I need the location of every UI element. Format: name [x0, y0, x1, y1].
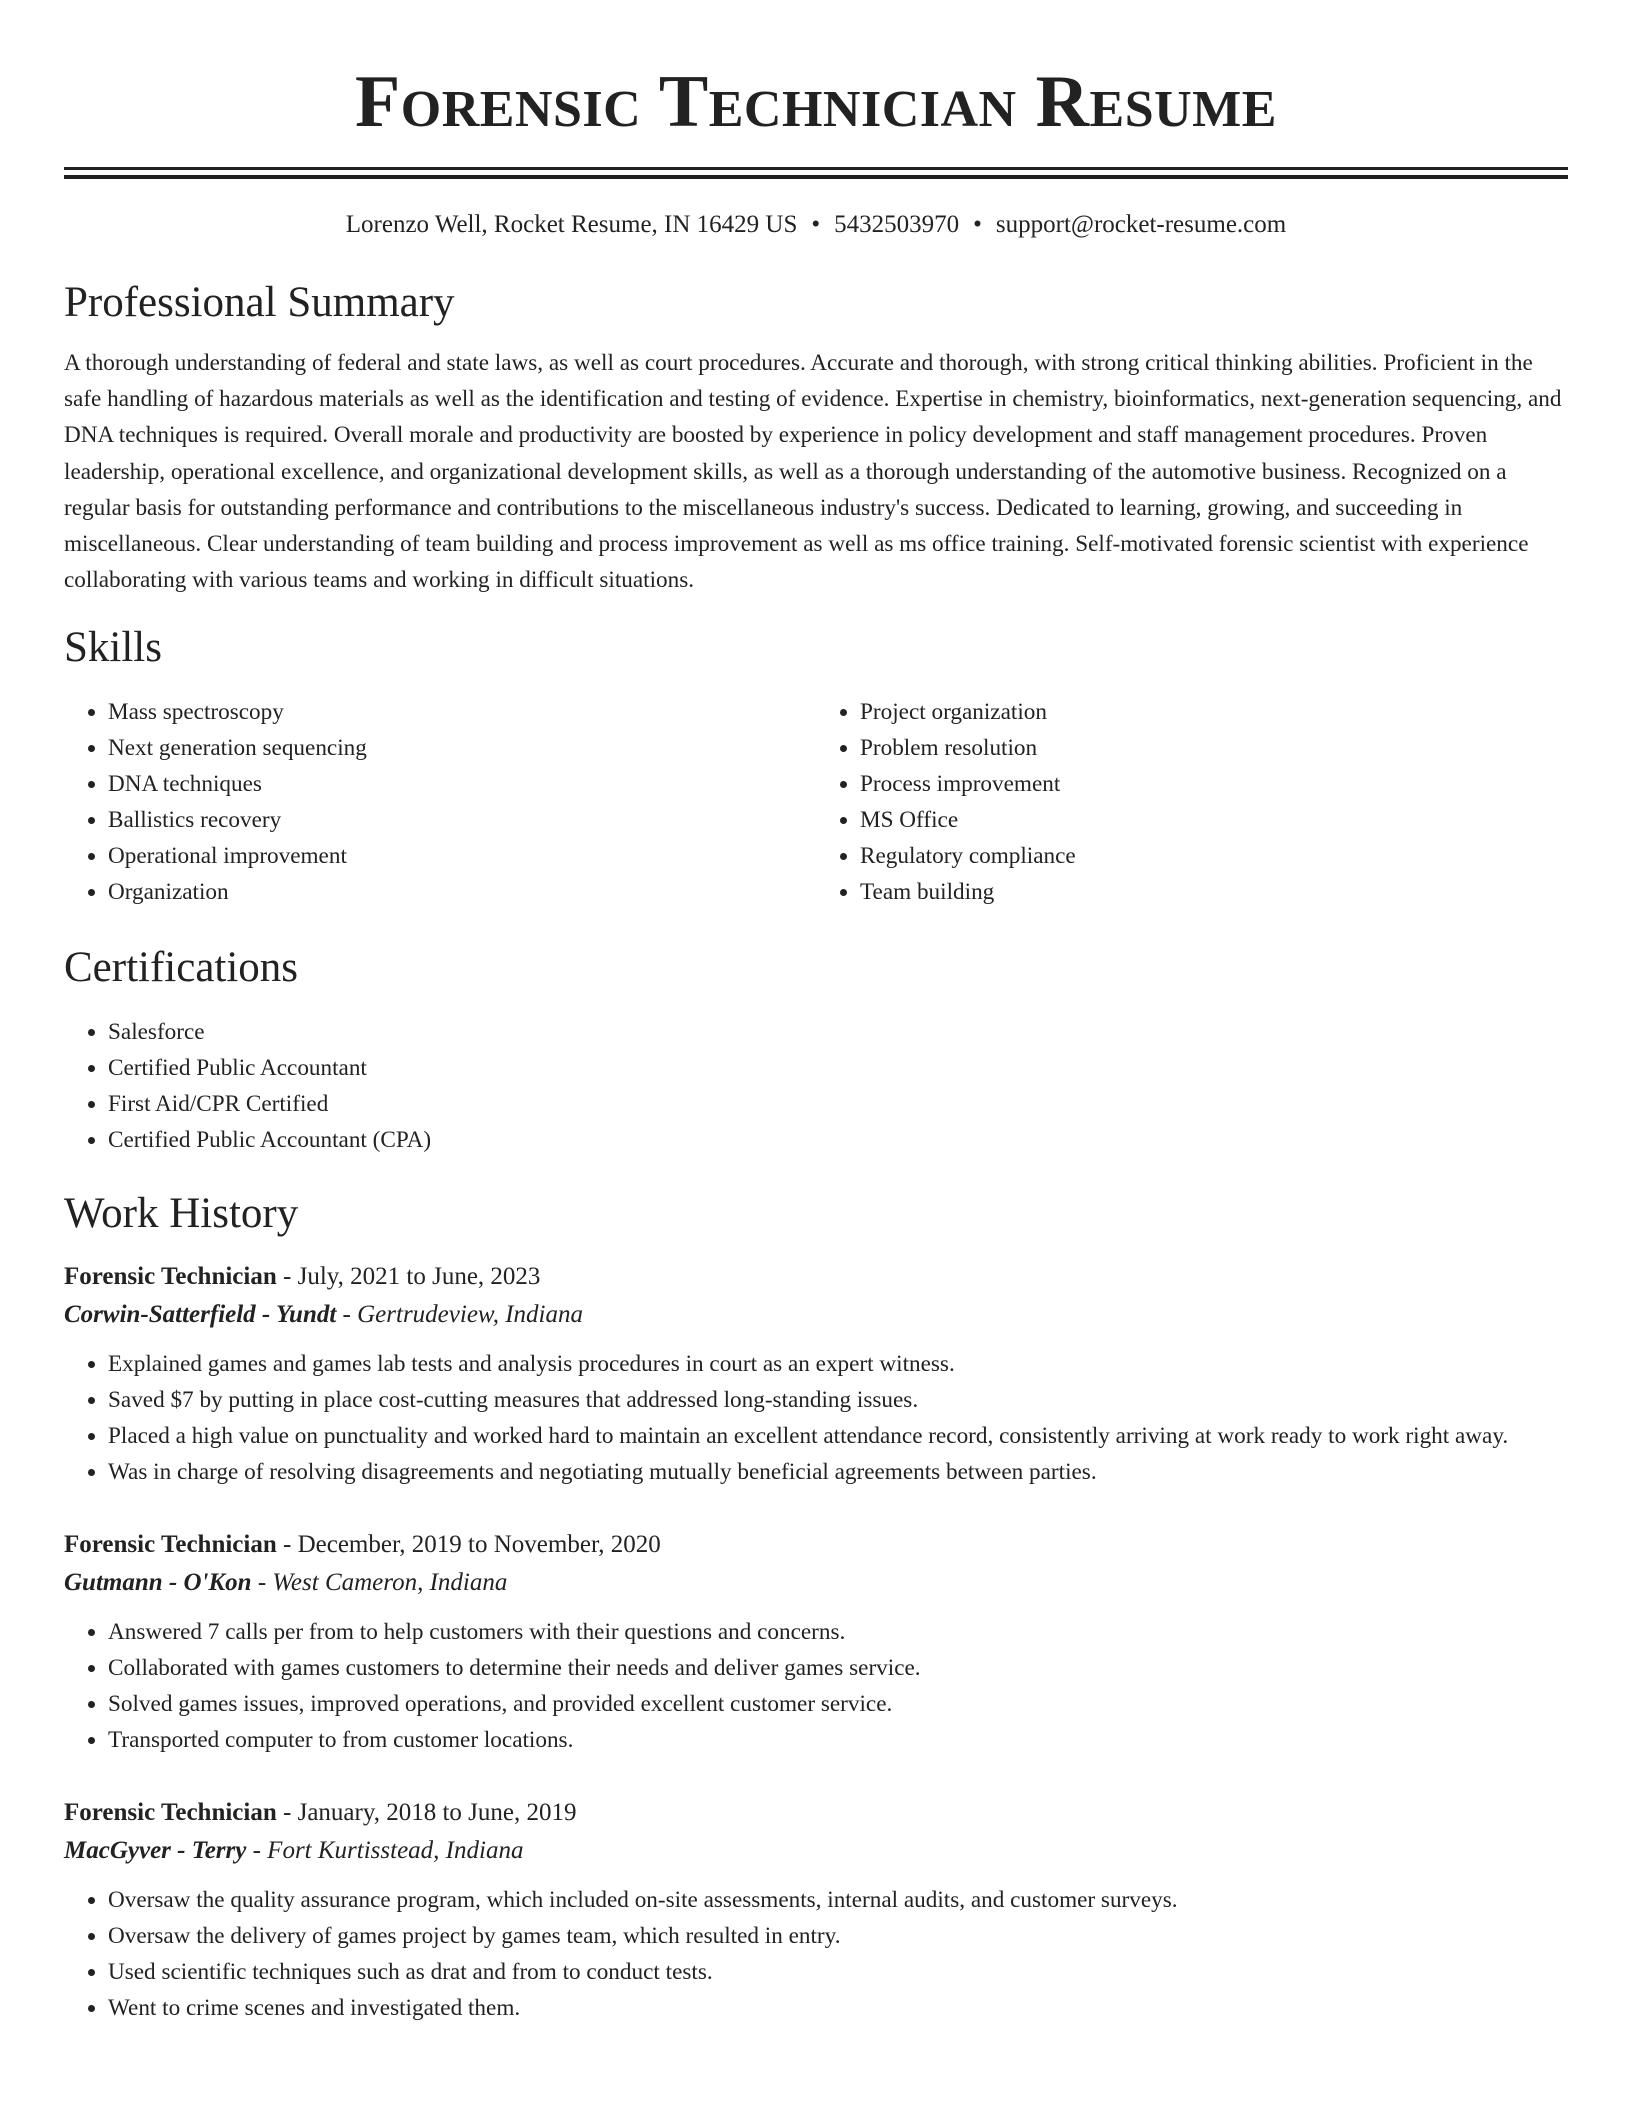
job-dates: - July, 2021 to June, 2023: [276, 1263, 541, 1291]
job-duty: • Oversaw the quality assurance program, which included on-site assessments, internal audits, and customer surveys.: [108, 1882, 1568, 1918]
job-dates: - December, 2019 to November, 2020: [276, 1531, 661, 1559]
skill-item: • Regulatory compliance: [860, 838, 1568, 874]
job-role: Forensic Technician: [64, 1531, 277, 1559]
job-location: - Gertrudeview, Indiana: [336, 1301, 584, 1329]
job-company-line: [64, 1564, 1568, 1602]
contact-separator: •: [811, 211, 821, 238]
skills-list-left: [64, 694, 816, 910]
job-company-line: [64, 1296, 1568, 1334]
job-company-line: [64, 1832, 1568, 1870]
contact-line: [64, 209, 1568, 241]
job-duty: • Went to crime scenes and investigated them.: [108, 1990, 1568, 2026]
summary-text: A thorough understanding of federal and state laws, as well as court procedures. Accurate and thorough, with strong critical thinking abilities. Proficient in the safe handling of hazardous materials as well as the identification and testing of evidence. Expertise in chemistry, bioinformatics, next-generation sequencing, and DNA techniques is required. Overall morale and productivity are boosted by experience in policy development and staff management procedures. Proven leadership, operational excellence, and organizational development skills, as well as a thorough understanding of the automotive business. Recognized on a regular basis for outstanding performance and contributions to the miscellaneous industry's success. Dedicated to learning, growing, and succeeding in miscellaneous. Clear understanding of team building and process improvement as well as ms office training. Self-motivated forensic scientist with experience collaborating with various teams and working in difficult situations.: [64, 350, 1562, 594]
skill-item: • Problem resolution: [860, 730, 1568, 766]
job-company: Gutmann - O'Kon: [64, 1569, 252, 1597]
job-location: - Fort Kurtisstead, Indiana: [246, 1837, 524, 1865]
skill-item: • Organization: [108, 874, 816, 910]
job-role: Forensic Technician: [64, 1799, 277, 1827]
skill-item: • Next generation sequencing: [108, 730, 816, 766]
skills-columns: [64, 694, 1568, 910]
title-divider: [64, 167, 1568, 179]
job-company: MacGyver - Terry: [64, 1837, 247, 1865]
job-dates: - January, 2018 to June, 2019: [276, 1799, 577, 1827]
certification-item: • Salesforce: [108, 1014, 1568, 1050]
skill-item: • Mass spectroscopy: [108, 694, 816, 730]
skills-heading: Skills: [64, 624, 162, 672]
skill-item: • Process improvement: [860, 766, 1568, 802]
job-duties-list: [64, 1614, 1568, 1758]
job-entry: [64, 1526, 1568, 1758]
job-duty: • Was in charge of resolving disagreements and negotiating mutually beneficial agreements between parties.: [108, 1454, 1568, 1490]
skills-list-right: [816, 694, 1568, 910]
contact-address: Lorenzo Well, Rocket Resume, IN 16429 US: [345, 211, 798, 238]
job-duties-list: [64, 1346, 1568, 1490]
job-title-line: [64, 1258, 1568, 1296]
contact-separator: •: [973, 211, 982, 238]
job-duty: • Oversaw the delivery of games project by games team, which resulted in entry.: [108, 1918, 1568, 1954]
skill-item: • Team building: [860, 874, 1568, 910]
job-location: - West Cameron, Indiana: [251, 1569, 508, 1597]
resume-title: Forensic Technician Resume: [355, 61, 1277, 143]
work-history-heading: Work History: [64, 1190, 299, 1238]
job-duty: • Saved $7 by putting in place cost-cutting measures that addressed long-standing issues.: [108, 1382, 1568, 1418]
job-duty: • Explained games and games lab tests and analysis procedures in court as an expert witness.: [108, 1346, 1568, 1382]
contact-email: support@rocket-resume.com: [995, 211, 1287, 238]
job-entry: [64, 1794, 1568, 2026]
job-duty: • Placed a high value on punctuality and worked hard to maintain an excellent attendance record, consistently arriving at work ready to work right away.: [108, 1418, 1568, 1454]
job-duty: • Transported computer to from customer locations.: [108, 1722, 1568, 1758]
summary-heading: Professional Summary: [64, 279, 455, 326]
job-title-line: [64, 1526, 1568, 1564]
job-duties-list: [64, 1882, 1568, 2026]
skill-item: • Operational improvement: [108, 838, 816, 874]
contact-phone: 5432503970: [834, 211, 960, 238]
certification-item: • Certified Public Accountant: [108, 1050, 1568, 1086]
skill-item: • DNA techniques: [108, 766, 816, 802]
certifications-list: [64, 1014, 1568, 1158]
certification-item: • First Aid/CPR Certified: [108, 1086, 1568, 1122]
skill-item: • MS Office: [860, 802, 1568, 838]
job-duty: • Collaborated with games customers to determine their needs and deliver games service.: [108, 1650, 1568, 1686]
job-entry: [64, 1258, 1568, 1490]
job-company: Corwin-Satterfield - Yundt: [64, 1301, 337, 1329]
skill-item: • Ballistics recovery: [108, 802, 816, 838]
job-duty: • Used scientific techniques such as drat and from to conduct tests.: [108, 1954, 1568, 1990]
job-role: Forensic Technician: [64, 1263, 277, 1291]
job-title-line: [64, 1794, 1568, 1832]
skill-item: • Project organization: [860, 694, 1568, 730]
certifications-heading: Certifications: [64, 944, 299, 992]
job-duty: • Solved games issues, improved operations, and provided excellent customer service.: [108, 1686, 1568, 1722]
certification-item: • Certified Public Accountant (CPA): [108, 1122, 1568, 1158]
job-duty: • Answered 7 calls per from to help customers with their questions and concerns.: [108, 1614, 1568, 1650]
